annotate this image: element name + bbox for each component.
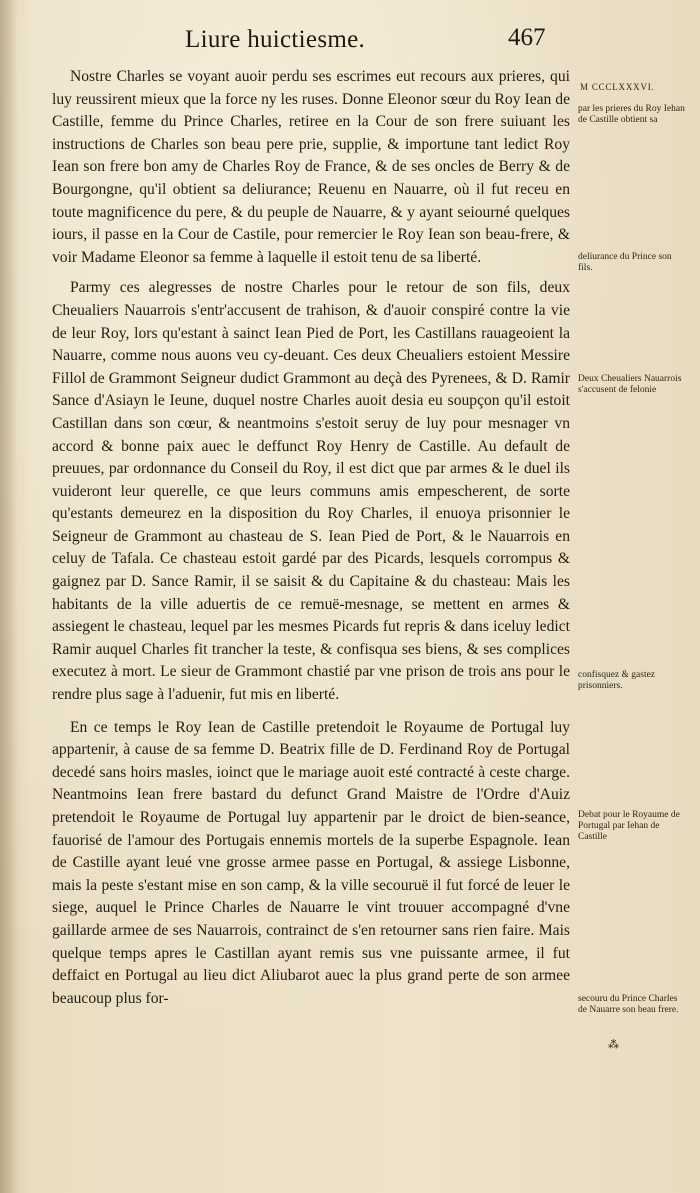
margin-note-3: Deux Cheualiers Nauarrois s'accusent de felonie xyxy=(578,374,682,395)
paragraph-3: En ce temps le Roy Iean de Castille pretendoit le Royaume de Portugal luy appartenir, à cause de sa femme D. Beatrix fille de D. Ferdinand Roy de Portugal decedé sans hoirs masles, ioinct que le mariage auoit esté contracté à ceste charge. Neantmoins Iean frere bastard du defunct Grand Maistre de l'Ordre d'Auiz pretendoit le Royaume de Portugal luy appartenir par le droict de bien-seance, fauorisé de l'amour des Portugais ennemis mortels de la superbe Espagnole. Iean de Castille ayant leué vne grosse armee passe en Portugal, & assiege Lisbonne, mais la peste s'estant mise en son camp, & la ville secouruë il fut forcé de leuer le siege, auquel le Prince Charles de Nauarre le vint trouuer accompagné d'vne gaillarde armee de ses Nauarrois, contrainct de s'en retourner sans rien faire. Mais quelque temps apres le Castillan ayant remis sus vne puissante armee, il fut deffaict en Portugal au lieu dict Aliubarot auec la plus grand perte de son armee beaucoup plus for- xyxy=(52,718,570,1007)
margin-note-6: secouru du Prince Charles de Nauarre son beau frere. xyxy=(578,994,679,1015)
margin-note-5: Debat pour le Royaume de Portugal par Iehan de Castille xyxy=(578,810,680,842)
main-text-column xyxy=(52,66,570,1010)
year-marginal-note: M CCCLXXXVI. xyxy=(580,82,655,92)
running-title: Liure huictiesme. xyxy=(185,26,366,53)
margin-note-2: deliurance du Prince son fils. xyxy=(578,252,672,273)
paragraph-2: Parmy ces alegresses de nostre Charles pour le retour de son fils, deux Cheualiers Nauarrois s'entr'accusent de trahison, & d'auoir conspiré contre la vie de leur Roy, lors qu'estant à sainct Iean Pied de Port, les Castillans rauageoient la Nauarre, comme nous auons veu cy-deuant. Ces deux Cheualiers estoient Messire Fillol de Grammont Seigneur dudict Grammont au deçà des Pyrenees, & D. Ramir Sance d'Asiayn le Ieune, duquel nostre Charles auoit desia eu soupçon qu'il estoit Castillan dans son cœur, & neantmoins s'estoit seruy de luy pour mesnager vn accord & bonne paix auec le deffunct Roy Henry de Castille. Au default de preuues, par ordonnance du Conseil du Roy, il est dict que par armes & le duel ils vuideront leur querelle, ce que leurs communs amis empescherent, de sorte qu'estants demeurez en la disposition du Roy Charles, il enuoya prisonnier le Seigneur de Grammont au chasteau de S. Iean Pied de Port, & le Nauarrois en celuy de Tafala. Ce chasteau estoit gardé par des Picards, lesquels corrompus & gaignez par D. Sance Ramir, il se saisit & du Capitaine & du chasteau: Mais les habitants de la ville aduertis de ce remuë-mesnage, se mettent en armes & assiegent le chasteau, lequel par les mesmes Picards fut repris & dans iceluy ledict Ramir auquel Charles fit trancher la teste, & confisqua ses biens, & ses complices executez à mort. Le sieur de Grammont chastié par vne prison de trois ans pour le rendre plus sage à l'aduenir, fut mis en liberté. xyxy=(52,279,570,704)
paragraph-1: Nostre Charles se voyant auoir perdu ses escrimes eut recours aux prieres, qui luy reussirent mieux que la force ny les ruses. Donne Eleonor sœur du Roy Iean de Castille, femme du Prince Charles, retiree en la Cour de son frere suiuant les instructions de Charles son beau pere prie, supplie, & importune tant ledict Roy Iean son frere bon amy de Charles Roy de France, & de ses oncles de Berry & de Bourgongne, qu'il obtient sa deliurance; Reuenu en Nauarre, où il fut receu en toute magnificence du pere, & du peuple de Nauarre, & y ayant seiourné quelques iours, il passe en la Cour de Castile, pour remercier le Roy Iean son beau-frere, & voir Madame Eleonor sa femme à laquelle il estoit tenu de sa liberté. xyxy=(52,68,570,266)
page-number: 467 xyxy=(508,24,546,51)
gutter-shadow xyxy=(0,0,18,1193)
margin-note-4: confisquez & gastez prisonniers. xyxy=(578,670,656,691)
margin-note-1: par les prieres du Roy Iehan de Castille obtient sa xyxy=(578,104,685,125)
ornament-glyph: ⁂ xyxy=(608,1038,619,1051)
